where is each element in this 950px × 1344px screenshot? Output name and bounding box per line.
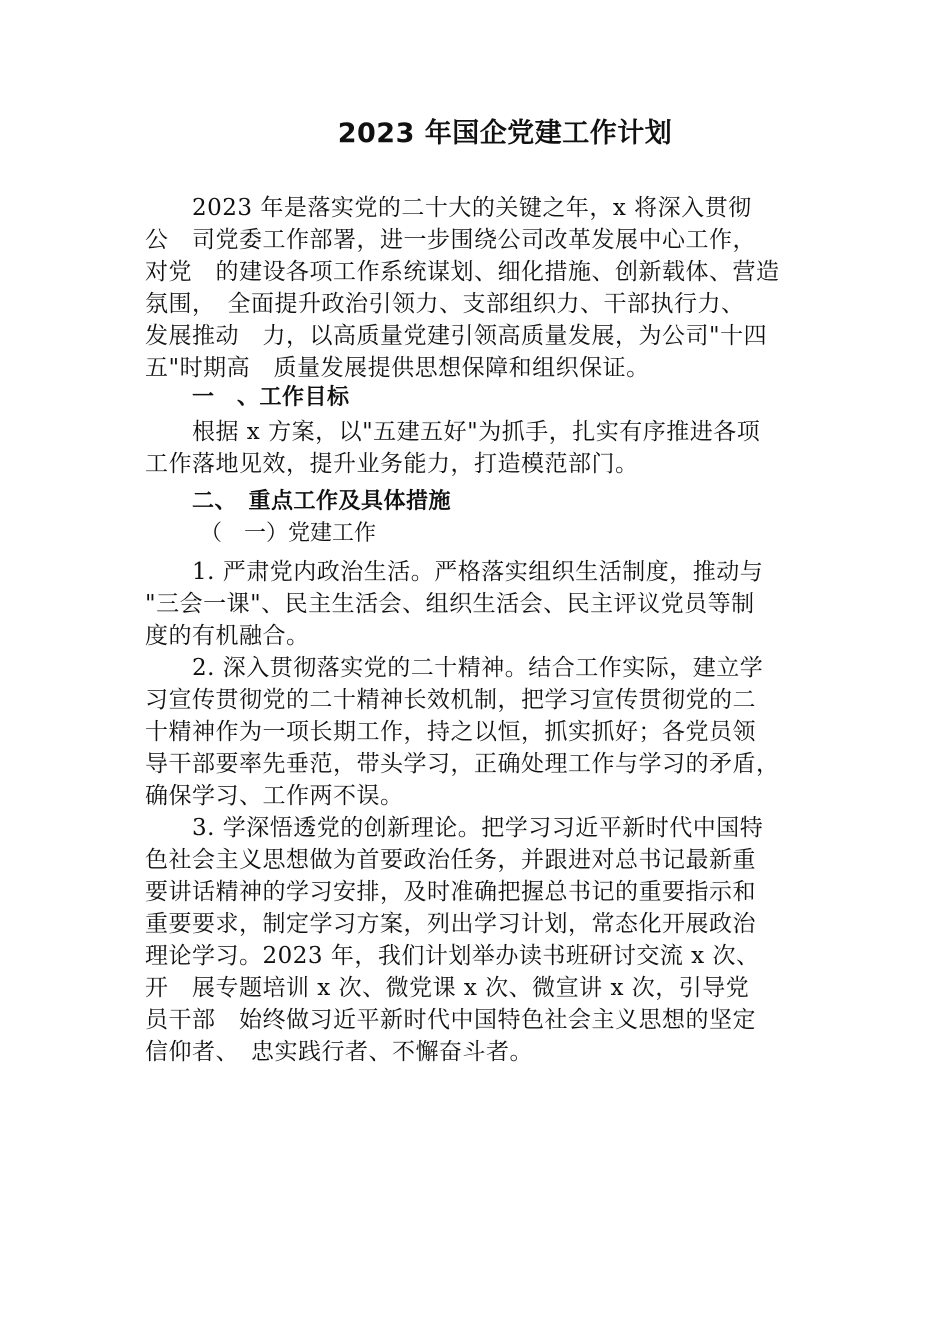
section-1-heading: 一 、工作目标 — [192, 385, 350, 410]
subsection-1-heading: （ 一）党建工作 — [200, 521, 377, 546]
item-1-paragraph: 1. 严肃党内政治生活。严格落实组织生活制度，推动与 "三会一课"、民主生活会、组织生活会、民主评议党员等制 度的有机融合。 — [145, 559, 764, 649]
section-2-heading: 二、 重点工作及具体措施 — [192, 489, 452, 514]
document-title: 2023 年国企党建工作计划 — [337, 118, 673, 149]
item-3-paragraph: 3. 学深悟透党的创新理论。把学习习近平新时代中国特 色社会主义思想做为首要政治任务，并跟进对总书记最新重 要讲话精神的学习安排，及时准确把握总书记的重要指示和 重要要求，制定学习方案，列出学习计划，常态化开展政治 理论学习。2023 年，我们计划举办读书班研讨交流 x 次、 开 展专题培训 x 次、微党课 x 次、微宣讲 x 次，引导党 员干部 始终做习近平新时代中国特色社会主义思想的坚定 信仰者、 忠实践行者、不懈奋斗者。 — [145, 815, 764, 1065]
section-1-paragraph: 根据 x 方案，以"五建五好"为抓手，扎实有序推进各项 工作落地见效，提升业务能力，打造模范部门。 — [145, 419, 761, 477]
intro-paragraph: 2023 年是落实党的二十大的关键之年，x 将深入贯彻 公 司党委工作部署，进一步围绕公司改革发展中心工作， 对党 的建设各项工作系统谋划、细化措施、创新载体、营造 氛围， 全面提升政治引领力、支部组织力、干部执行力、 发展推动 力，以高质量党建引领高质量发展，为公司"十四 五"时期高 质量发展提供思想保障和组织保证。 — [145, 195, 780, 381]
item-2-paragraph: 2. 深入贯彻落实党的二十精神。结合工作实际，建立学 习宣传贯彻党的二十精神长效机制，把学习宣传贯彻党的二 十精神作为一项长期工作，持之以恒，抓实抓好；各党员领 导干部要率先垂范，带头学习，正确处理工作与学习的矛盾， 确保学习、工作两不误。 — [145, 655, 780, 809]
